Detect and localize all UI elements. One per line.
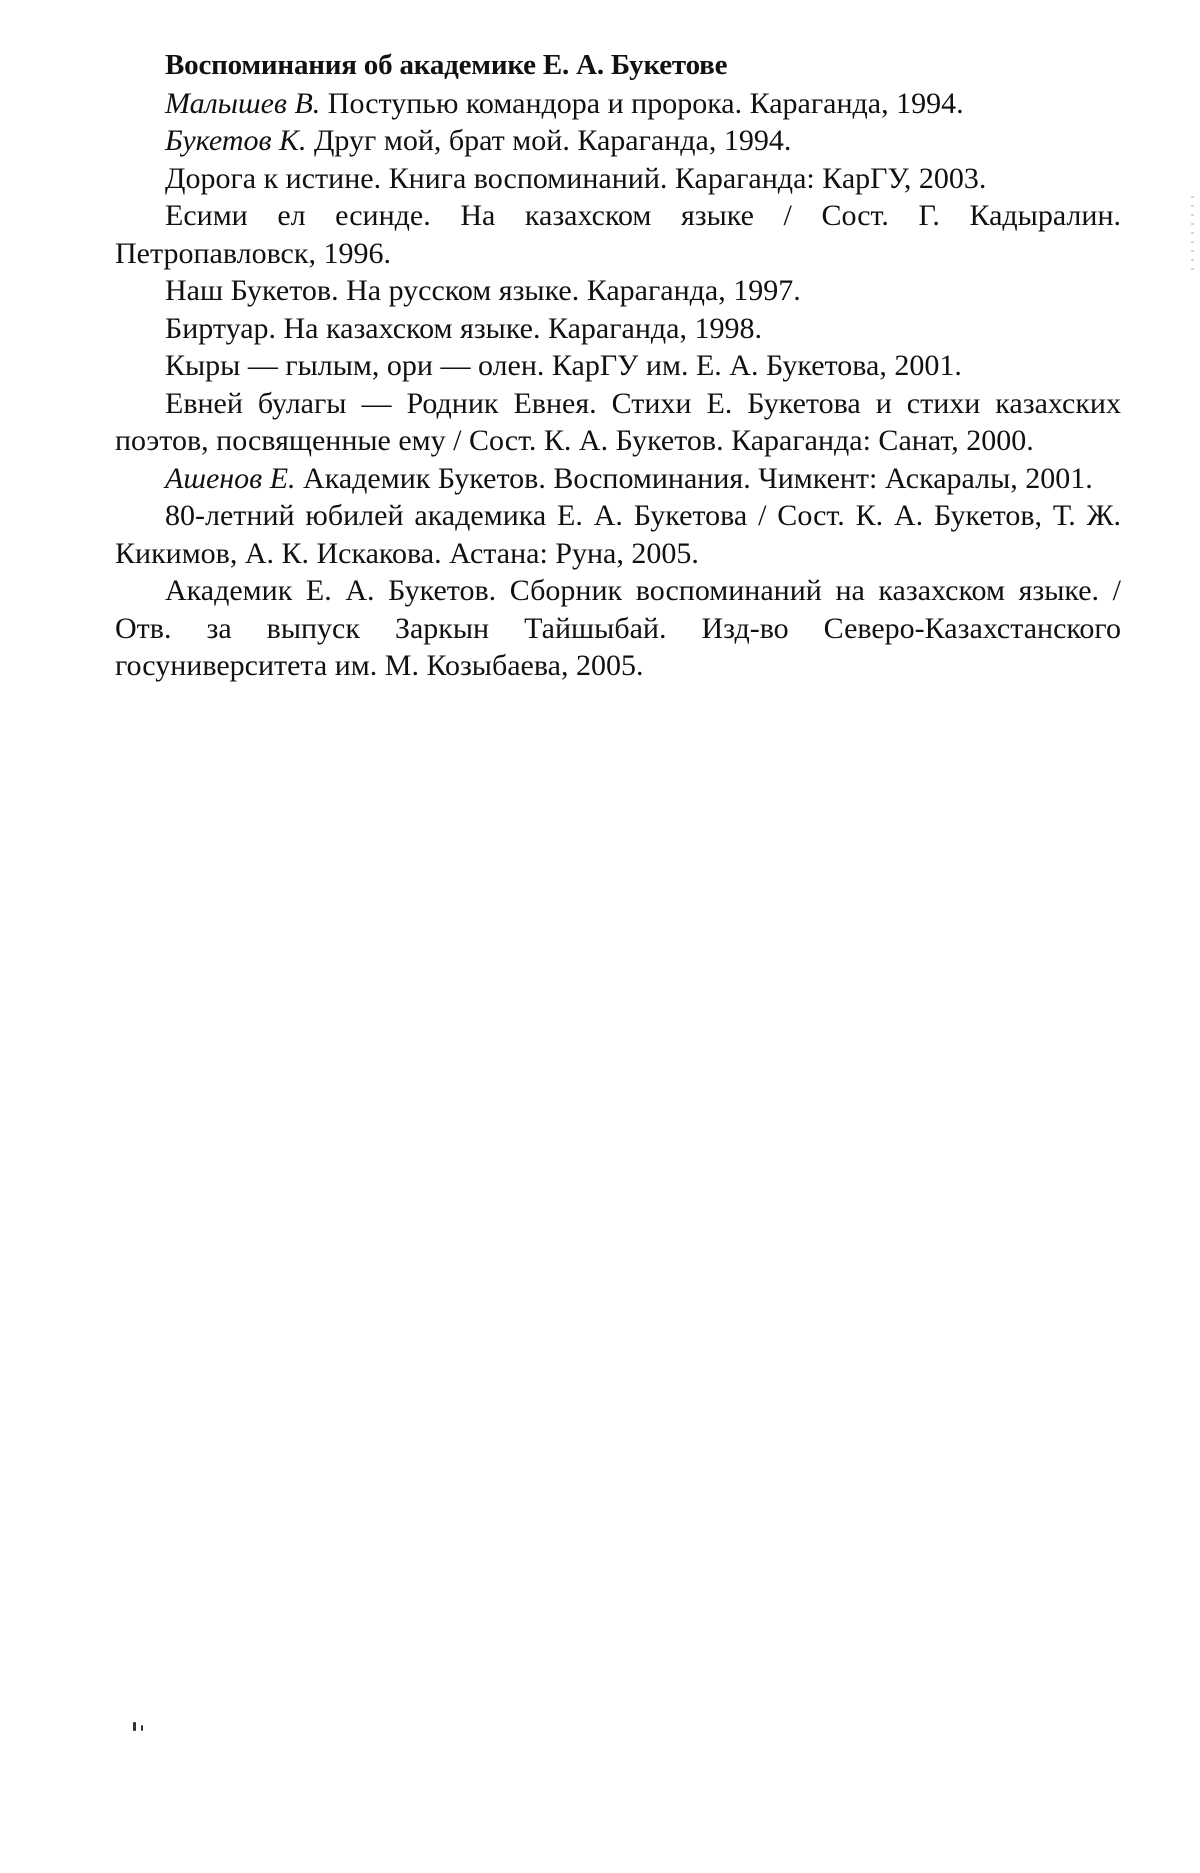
bibliography-entry: [115, 122, 1121, 160]
bibliography-entry: [115, 347, 1121, 385]
entry-text: Наш Букетов. На русском языке. Караганда, 1997.: [165, 274, 801, 307]
bibliography-entry: [115, 497, 1121, 572]
entry-text: Евней булагы — Родник Евнея. Стихи Е. Букетова и стихи казахских поэтов, посвященные ему / Сост. К. А. Букетов. Караганда: Санат, 2000.: [115, 386, 1121, 457]
entry-text: Поступью командора и пророка. Караганда, 1994.: [320, 86, 964, 120]
entry-text: Кыры — гылым, ори — олен. КарГУ им. Е. А. Букетова, 2001.: [165, 349, 962, 382]
bibliography-entry: [115, 310, 1121, 348]
entry-text: Академик Е. А. Букетов. Сборник воспоминаний на казахском языке. / Отв. за выпуск Заркын Тайшыбай. Изд-во Северо-Казахстанского госуниверситета им. М. Козыбаева, 2005.: [115, 574, 1121, 682]
bibliography-entry: [115, 385, 1121, 460]
entry-text: Дорога к истине. Книга воспоминаний. Караганда: КарГУ, 2003.: [165, 161, 987, 195]
entry-author: Ашенов Е.: [165, 461, 296, 495]
section-heading: Воспоминания об академике Е. А. Букетове: [165, 49, 728, 81]
entry-text: Друг мой, брат мой. Караганда, 1994.: [306, 124, 792, 157]
bibliography-entry: [115, 572, 1121, 685]
bibliography-section: [115, 47, 1121, 685]
entry-author: Малышев В.: [165, 86, 321, 120]
bibliography-entry: [115, 272, 1121, 310]
entry-text: Академик Букетов. Воспоминания. Чимкент: Аскаралы, 2001.: [295, 461, 1093, 495]
bibliography-entry: [115, 460, 1121, 498]
entry-author: Букетов К.: [165, 124, 307, 157]
bibliography-entry: [115, 85, 1121, 123]
scan-speck: [141, 1725, 143, 1731]
entry-text: Есими ел есинде. На казахском языке / Сост. Г. Кадыралин. Петропавловск, 1996.: [115, 199, 1121, 270]
bibliography-entry: [115, 197, 1121, 272]
entry-text: 80-летний юбилей академика Е. А. Букетова / Сост. К. А. Букетов, Т. Ж. Кикимов, А. К. Искакова. Астана: Руна, 2005.: [115, 499, 1121, 570]
entry-text: Биртуар. На казахском языке. Караганда, 1998.: [165, 311, 762, 345]
scan-speck: [133, 1722, 136, 1731]
bibliography-entry: [115, 160, 1121, 198]
scan-edge-artifact: [1191, 196, 1194, 274]
